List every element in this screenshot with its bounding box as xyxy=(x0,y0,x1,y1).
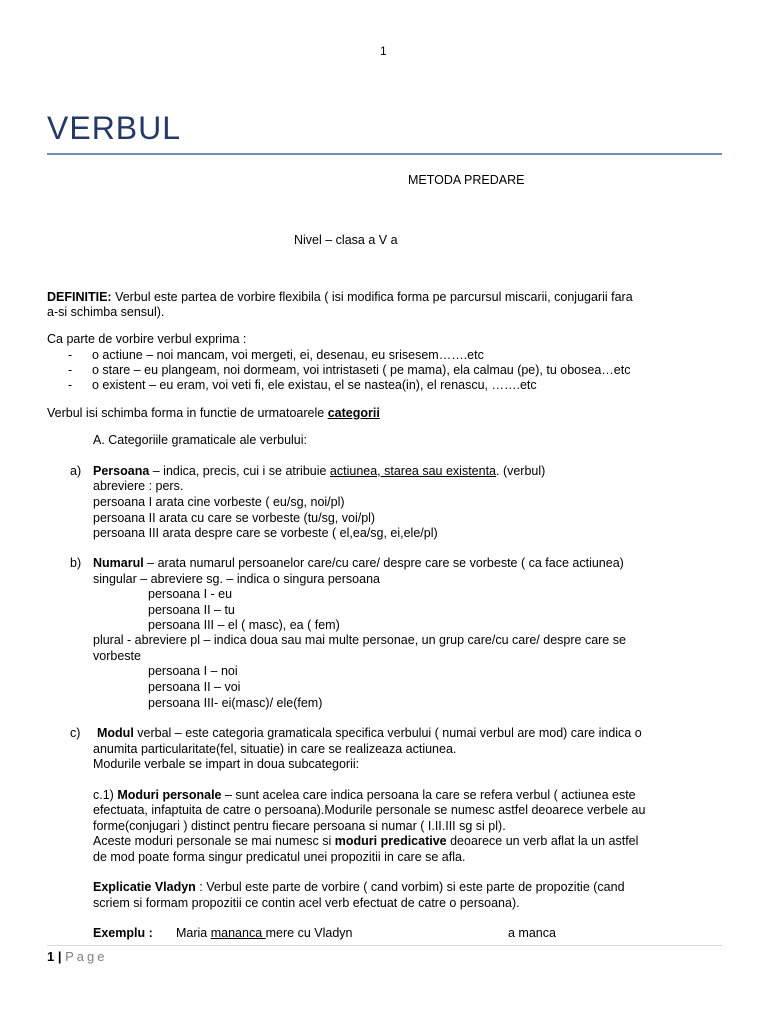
explicatie-line-2: scriem si formam propozitii ce contin acel verb efectuat de catre o persoana). xyxy=(93,896,520,910)
c1-line: forme(conjugari ) distinct pentru fiecare persoana si numar ( I.II.III sg si pl). xyxy=(93,819,506,833)
singular-item: persoana I - eu xyxy=(148,587,233,601)
numarul-marker: b) xyxy=(70,556,82,570)
bullet-existent: - o existent – eu eram, voi veti fi, ele existau, el se nastea(in), el renascu, …….etc xyxy=(68,378,537,392)
exemplu-sentence: Maria mananca mere cu Vladyn xyxy=(176,926,353,940)
modul-marker: c) xyxy=(70,726,81,740)
persoana-line: persoana II arata cu care se vorbeste (tu/sg, voi/pl) xyxy=(93,511,376,525)
persoana-line: abreviere : pers. xyxy=(93,479,184,493)
c1-heading: c.1) Moduri personale – sunt acelea care indica persoana la care se refera verbul ( actiunea este xyxy=(93,788,636,802)
subtitle: METODA PREDARE xyxy=(408,173,525,187)
singular-item: persoana III – el ( masc), ea ( fem) xyxy=(148,618,340,632)
document-title: VERBUL xyxy=(47,110,182,146)
c1-line: efectuata, infaptuita de catre o persoana).Modurile personale se numesc astfel deoarece verbele au xyxy=(93,803,646,817)
exemplu-verb: a manca xyxy=(508,926,556,940)
title-underline xyxy=(47,153,722,155)
c1-line: de mod poate forma singur predicatul unei propozitii in care se afla. xyxy=(93,850,466,864)
definition-text: Verbul este partea de vorbire flexibila ( isi modifica forma pe parcursul miscarii, conjugarii fara xyxy=(111,290,633,304)
level-line: Nivel – clasa a V a xyxy=(294,233,398,247)
persoana-line: persoana I arata cine vorbeste ( eu/sg, noi/pl) xyxy=(93,495,345,509)
definition-label: DEFINITIE: xyxy=(47,290,112,304)
footer: 1 | Page xyxy=(47,949,108,964)
exprima-intro: Ca parte de vorbire verbul exprima : xyxy=(47,332,247,346)
modul-line: anumita particularitate(fel, situatie) in care se realizeaza actiunea. xyxy=(93,742,457,756)
modul-heading: Modul verbal – este categoria gramaticala specifica verbului ( numai verbul are mod) care indica o xyxy=(97,726,642,740)
definition-line-2: a-si schimba sensul). xyxy=(47,305,165,319)
persoana-marker: a) xyxy=(70,464,82,478)
numarul-heading: Numarul – arata numarul persoanelor care/cu care/ despre care se vorbeste ( ca face actiunea) xyxy=(93,556,624,570)
persoana-line: persoana III arata despre care se vorbeste ( el,ea/sg, ei,ele/pl) xyxy=(93,526,438,540)
categorii-line: Verbul isi schimba forma in functie de urmatoarele categorii xyxy=(47,406,380,420)
categorii-word: categorii xyxy=(327,406,380,420)
bullet-actiune: - o actiune – noi mancam, voi mergeti, ei, desenau, eu srisesem…….etc xyxy=(68,348,484,362)
plural-item: persoana II – voi xyxy=(148,680,241,694)
plural-item: persoana III- ei(masc)/ ele(fem) xyxy=(148,696,323,710)
singular-item: persoana II – tu xyxy=(148,603,235,617)
bullet-stare: - o stare – eu plangeam, noi dormeam, voi intristaseti ( pe mama), ela calmau (pe), tu obosea…etc xyxy=(68,363,631,377)
plural-item: persoana I – noi xyxy=(148,664,238,678)
plural-line-2: vorbeste xyxy=(93,649,141,663)
definition-line-1 xyxy=(47,290,633,305)
section-a-heading: A. Categoriile gramaticale ale verbului: xyxy=(93,433,307,447)
page-number-top: 1 xyxy=(380,44,387,58)
c1-line: Aceste moduri personale se mai numesc si moduri predicative deoarece un verb aflat la un astfel xyxy=(93,834,639,848)
plural-line-1: plural - abreviere pl – indica doua sau mai multe personae, un grup care/cu care/ despre care se xyxy=(93,633,626,647)
persoana-heading: Persoana – indica, precis, cui i se atribuie actiunea, starea sau existenta. (verbul) xyxy=(93,464,546,478)
exemplu-label: Exemplu : xyxy=(93,926,153,940)
footer-rule xyxy=(47,945,722,946)
explicatie-line-1: Explicatie Vladyn : Verbul este parte de vorbire ( cand vorbim) si este parte de propozitie (cand xyxy=(93,880,625,894)
singular-line: singular – abreviere sg. – indica o singura persoana xyxy=(93,572,380,586)
modul-line: Modurile verbale se impart in doua subcategorii: xyxy=(93,757,360,771)
